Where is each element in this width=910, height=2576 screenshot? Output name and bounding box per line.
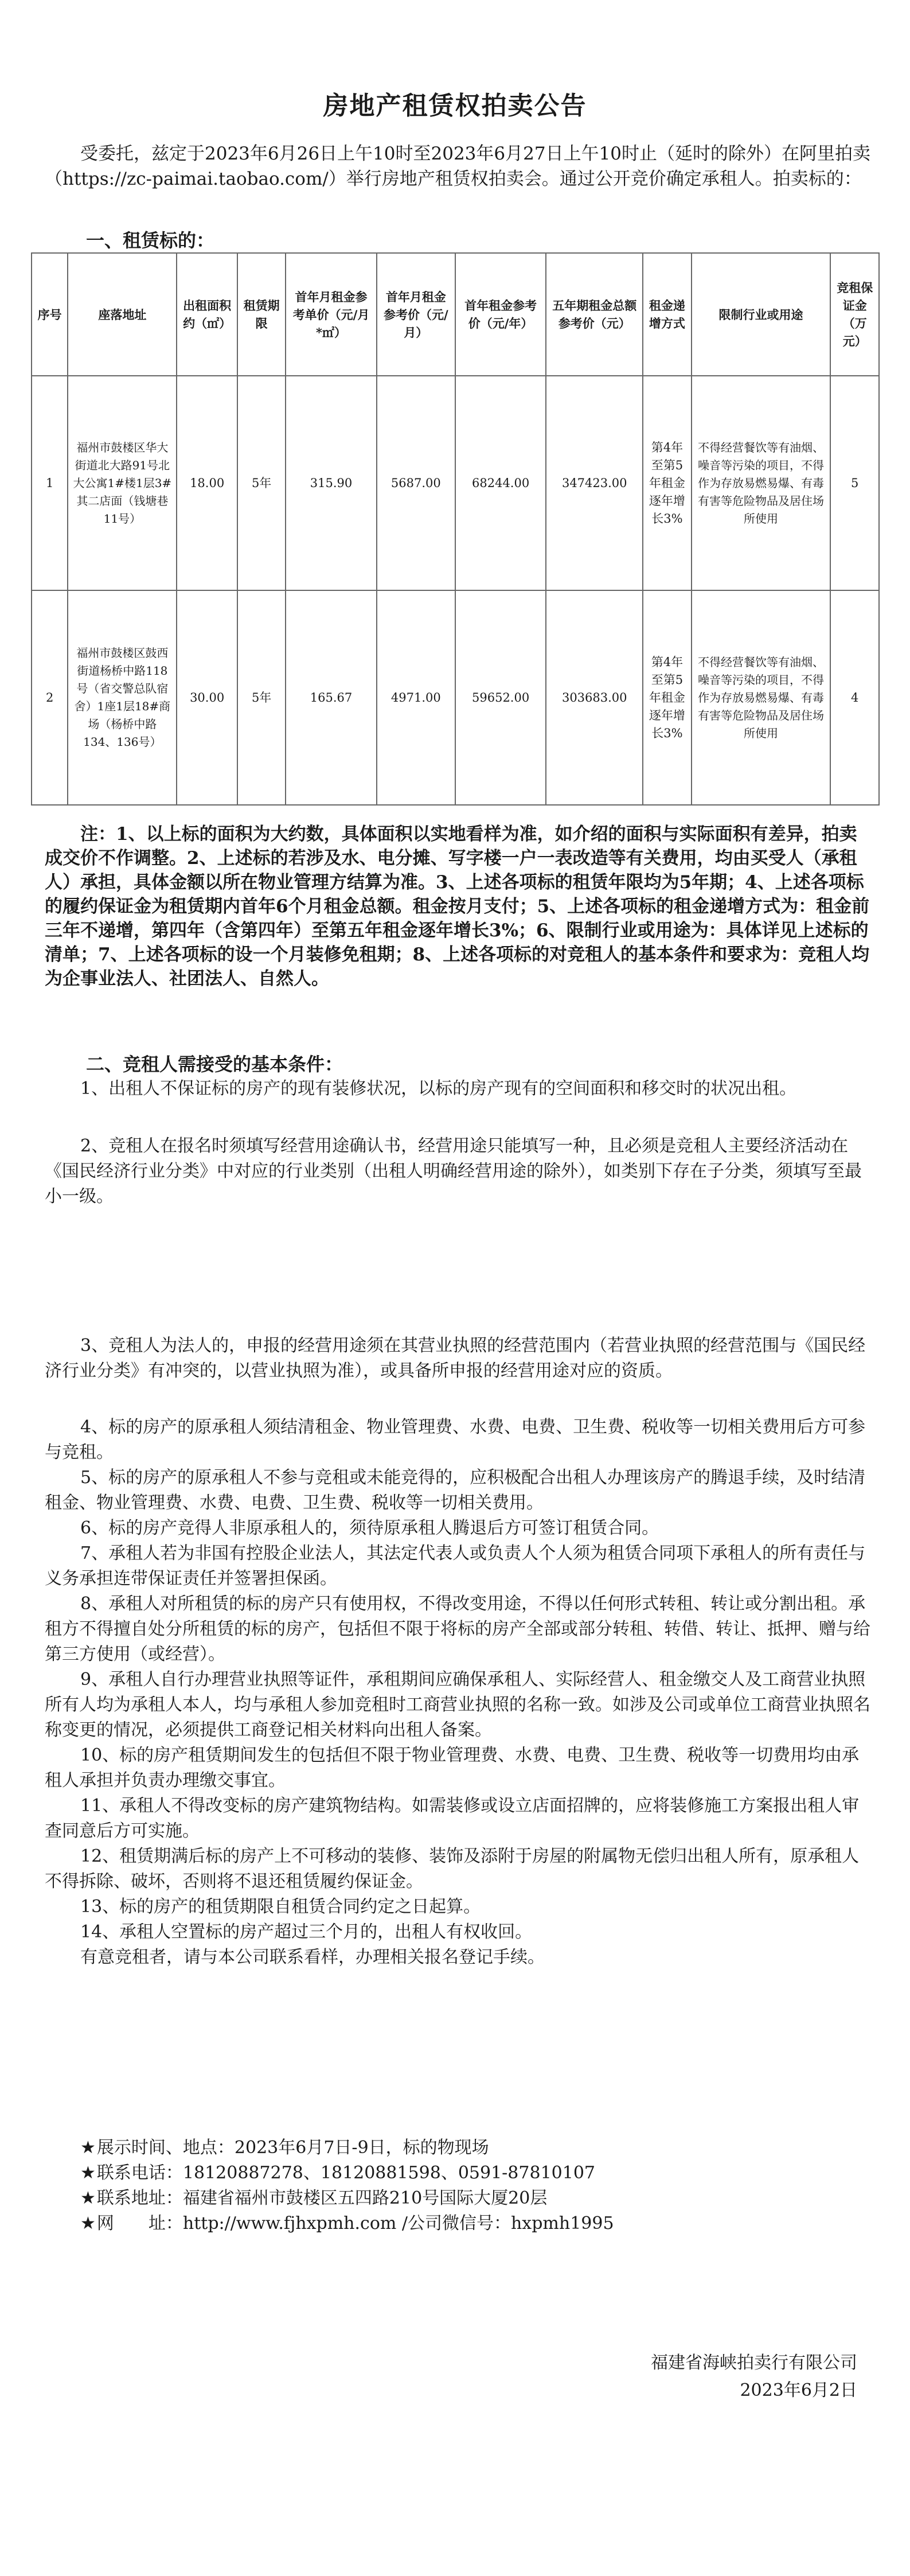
- page-title: 房地产租赁权拍卖公告: [323, 91, 587, 120]
- condition-item: 14、承租人空置标的房产超过三个月的，出租人有权收回。: [80, 1922, 533, 1942]
- notes-paragraph: 注：1、以上标的面积为大约数，具体面积以实地看样为准，如介绍的面积与实际面积有差异，拍卖成交价不作调整。2、上述标的若涉及水、电分摊、写字楼一户一表改造等有关费用，均由买受人（承租人）承担，具体金额以所在物业管理方结算为准。3、上述各项标的租赁年限均为5年期；4、上述各项标的履约保证金为租赁期内首年6个月租金总额。租金按月支付；5、上述各项标的租金递增方式为：租金前三年不递增，第四年（含第四年）至第五年租金逐年增长3%；6、限制行业或用途为：具体详见上述标的清单；7、上述各项标的设一个月装修免租期；8、上述各项标的对竞租人的基本条件和要求为：竞租人均为企事业法人、社团法人、自然人。: [45, 824, 870, 989]
- condition-item: 2、竞租人在报名时须填写经营用途确认书，经营用途只能填写一种，且必须是竞租人主要经济活动在《国民经济行业分类》中对应的行业类别（出租人明确经营用途的除外），如类别下存在子分类，须填写至最小一级。: [45, 1136, 862, 1207]
- cell-restriction: 不得经营餐饮等有油烟、噪音等污染的项目，不得作为存放易燃易爆、有毒有害等危险物品及居住场所使用: [692, 590, 831, 805]
- condition-item: 6、标的房产竞得人非原承租人的，须待原承租人腾退后方可签订租赁合同。: [80, 1518, 659, 1538]
- cell-address: 福州市鼓楼区华大街道北大路91号北大公寓1#楼1层3#其二店面（钱塘巷11号）: [68, 376, 177, 590]
- col-header-five-year-total: 五年期租金总额参考价（元）: [546, 253, 643, 376]
- intro-paragraph: 受委托，兹定于2023年6月26日上午10时至2023年6月27日上午10时止（延时的除外）在阿里拍卖（https://zc-paimai.taobao.com/）举行房地产租赁权拍卖会。通过公开竞价确定承租人。拍卖标的：: [45, 143, 871, 189]
- website-text: 网 址：http://www.fjhxpmh.com /公司微信号：hxpmh1995: [96, 2213, 614, 2233]
- condition-item: 5、标的房产的原承租人不参与竞租或未能竞得的，应积极配合出租人办理该房产的腾退手续，及时结清租金、物业管理费、水费、电费、卫生费、税收等一切相关费用。: [45, 1468, 866, 1513]
- cell-term: 5年: [237, 376, 286, 590]
- col-header-deposit: 竞租保证金（万元）: [830, 253, 879, 376]
- announcement-date: 2023年6月2日: [740, 2380, 857, 2400]
- cell-increase-method: 第4年至第5年租金逐年增长3%: [643, 376, 691, 590]
- condition-item: 3、竞租人为法人的，申报的经营用途须在其营业执照的经营范围内（若营业执照的经营范围与《国民经济行业分类》有冲突的，以营业执照为准），或具备所申报的经营用途对应的资质。: [45, 1336, 866, 1381]
- cell-unit-price: 315.90: [286, 376, 376, 590]
- company-name: 福建省海峡拍卖行有限公司: [651, 2353, 857, 2373]
- col-header-yearly-rent: 首年租金参考价（元/年）: [455, 253, 546, 376]
- phone-text: 联系电话：18120887278、18120881598、0591-87810107: [96, 2163, 595, 2183]
- star-icon: ★: [80, 2163, 96, 2183]
- contact-website: [45, 2211, 873, 2236]
- cell-unit-price: 165.67: [286, 590, 376, 805]
- col-header-no: 序号: [32, 253, 68, 376]
- section-heading-lease-items: 一、租赁标的：: [86, 229, 215, 251]
- cell-term: 5年: [237, 590, 286, 805]
- star-icon: ★: [80, 2188, 96, 2208]
- table-row: [32, 376, 879, 590]
- star-icon: ★: [80, 2138, 96, 2158]
- condition-item: 7、承租人若为非国有控股企业法人，其法定代表人或负责人个人须为租赁合同项下承租人的所有责任与义务承担连带保证责任并签署担保函。: [45, 1543, 866, 1589]
- condition-item: 11、承租人不得改变标的房产建筑物结构。如需装修或设立店面招牌的，应将装修施工方案报出租人审查同意后方可实施。: [45, 1796, 860, 1841]
- condition-item: 1、出租人不保证标的房产的现有装修状况，以标的房产现有的空间面积和移交时的状况出租。: [80, 1079, 797, 1099]
- signature-block: [651, 2349, 857, 2404]
- cell-monthly-rent: 5687.00: [377, 376, 455, 590]
- contact-block: [45, 2135, 873, 2236]
- cell-no: 1: [32, 376, 68, 590]
- contact-phone: [45, 2161, 873, 2186]
- closing-invitation: 有意竞租者，请与本公司联系看样，办理相关报名登记手续。: [80, 1947, 545, 1967]
- condition-item: 13、标的房产的租赁期限自租赁合同约定之日起算。: [80, 1897, 481, 1917]
- condition-item: 10、标的房产租赁期间发生的包括但不限于物业管理费、水费、电费、卫生费、税收等一切费用均由承租人承担并负责办理缴交事宜。: [45, 1745, 860, 1791]
- conditions-list: [45, 1415, 873, 1970]
- condition-item: 9、承租人自行办理营业执照等证件，承租期间应确保承租人、实际经营人、租金缴交人及工商营业执照所有人均为承租人本人，均与承租人参加竞租时工商营业执照的名称一致。如涉及公司或单位工商营业执照名称变更的情况，必须提供工商登记相关材料向出租人备案。: [45, 1670, 870, 1740]
- cell-deposit: 5: [830, 376, 879, 590]
- condition-item: 12、租赁期满后标的房产上不可移动的装修、装饰及添附于房屋的附属物无偿归出租人所有，原承租人不得拆除、破坏，否则将不退还租赁履约保证金。: [45, 1846, 860, 1892]
- lease-items-table: [31, 252, 880, 806]
- table-row: [32, 590, 879, 805]
- col-header-increase-method: 租金递增方式: [643, 253, 691, 376]
- col-header-address: 座落地址: [68, 253, 177, 376]
- cell-restriction: 不得经营餐饮等有油烟、噪音等污染的项目，不得作为存放易燃易爆、有毒有害等危险物品及居住场所使用: [692, 376, 831, 590]
- col-header-restriction: 限制行业或用途: [692, 253, 831, 376]
- cell-five-year-total: 347423.00: [546, 376, 643, 590]
- cell-increase-method: 第4年至第5年租金逐年增长3%: [643, 590, 691, 805]
- col-header-monthly-rent: 首年月租金参考价（元/月）: [377, 253, 455, 376]
- contact-address: [45, 2186, 873, 2211]
- section-heading-conditions: 二、竞租人需接受的基本条件：: [86, 1053, 343, 1075]
- condition-item: 4、标的房产的原承租人须结清租金、物业管理费、水费、电费、卫生费、税收等一切相关费用后方可参与竞租。: [45, 1417, 866, 1462]
- table-header-row: [32, 253, 879, 376]
- col-header-term: 租赁期限: [237, 253, 286, 376]
- address-text: 联系地址：福建省福州市鼓楼区五四路210号国际大厦20层: [96, 2188, 548, 2208]
- cell-area: 18.00: [177, 376, 237, 590]
- condition-item: 8、承租人对所租赁的标的房产只有使用权，不得改变用途，不得以任何形式转租、转让或分割出租。承租方不得擅自处分所租赁的标的房产，包括但不限于将标的房产全部或部分转租、转借、转让、抵押、赠与给第三方使用（或经营）。: [45, 1594, 870, 1664]
- col-header-unit-price: 首年月租金参考单价（元/月*㎡）: [286, 253, 376, 376]
- cell-yearly-rent: 59652.00: [455, 590, 546, 805]
- cell-address: 福州市鼓楼区鼓西街道杨桥中路118号（省交警总队宿舍）1座1层18#商场（杨桥中路134、136号）: [68, 590, 177, 805]
- col-header-area: 出租面积约（㎡）: [177, 253, 237, 376]
- show-time-text: 展示时间、地点：2023年6月7日-9日，标的物现场: [96, 2138, 489, 2158]
- cell-five-year-total: 303683.00: [546, 590, 643, 805]
- contact-show-time: [45, 2135, 873, 2161]
- cell-no: 2: [32, 590, 68, 805]
- cell-monthly-rent: 4971.00: [377, 590, 455, 805]
- cell-yearly-rent: 68244.00: [455, 376, 546, 590]
- cell-area: 30.00: [177, 590, 237, 805]
- cell-deposit: 4: [830, 590, 879, 805]
- star-icon: ★: [80, 2213, 96, 2233]
